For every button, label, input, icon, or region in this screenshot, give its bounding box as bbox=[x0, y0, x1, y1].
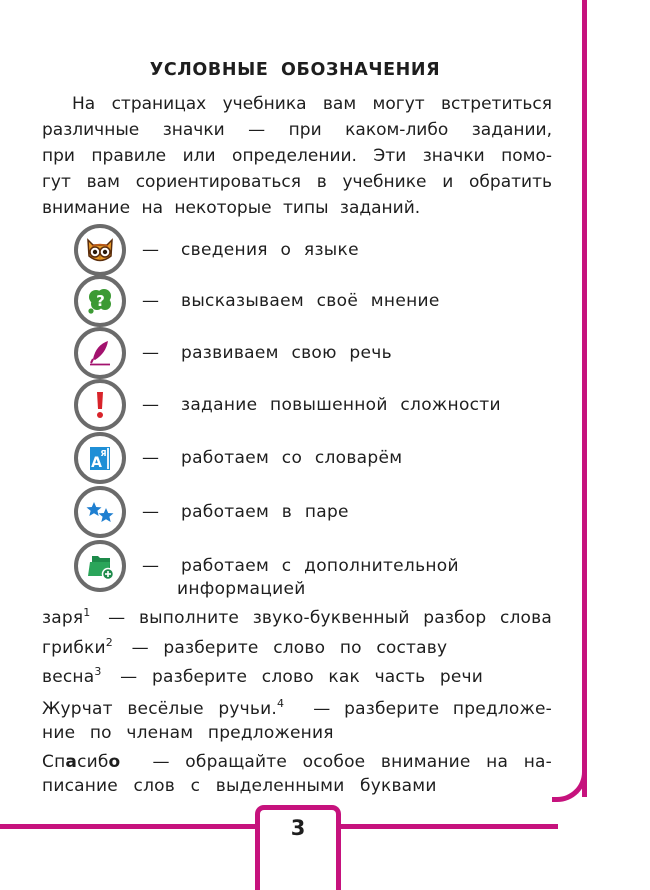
legend-text: работаем с дополнительной bbox=[181, 556, 459, 576]
legend-item-dictionary bbox=[74, 433, 402, 483]
thought-bubble-question-icon bbox=[74, 275, 126, 327]
note-text: — выполните звуко-буквенный разбор слова bbox=[108, 608, 552, 628]
legend-text: сведения о языке bbox=[181, 240, 359, 260]
highlighted-letter: о bbox=[108, 752, 121, 772]
note-part-of-speech bbox=[42, 667, 552, 687]
legend-dash: — bbox=[142, 502, 159, 522]
note-text-continued: писание слов с выделенными буквами bbox=[42, 776, 437, 796]
note-word: Журчат весёлые ручьи. bbox=[42, 699, 277, 719]
highlighted-letter: а bbox=[65, 752, 78, 772]
svg-text:Я: Я bbox=[100, 449, 107, 458]
legend-item-pair-work bbox=[74, 487, 349, 537]
legend-text: работаем со словарём bbox=[181, 448, 403, 468]
legend-text: развиваем свою речь bbox=[181, 343, 392, 363]
note-word: заря bbox=[42, 608, 84, 628]
note-superscript: 2 bbox=[105, 636, 113, 649]
intro-line: гут вам сориентироваться в учебнике и обратить bbox=[42, 172, 552, 192]
intro-line: различные значки — при каком-либо задании, bbox=[42, 120, 552, 140]
note-text-continued: ние по членам предложения bbox=[42, 723, 334, 743]
legend-item-opinion bbox=[74, 276, 440, 326]
intro-line: внимание на некоторые типы заданий. bbox=[42, 198, 421, 218]
note-text: — разберите слово как часть речи bbox=[120, 667, 484, 687]
legend-item-hard-task bbox=[74, 380, 501, 430]
note-morpheme-analysis bbox=[42, 638, 552, 658]
intro-line: при правиле или определении. Эти значки помо- bbox=[42, 146, 552, 166]
page-frame-bottom-border-right bbox=[336, 824, 558, 829]
note-superscript: 4 bbox=[276, 697, 285, 710]
note-superscript: 1 bbox=[83, 606, 91, 619]
note-sentence-analysis bbox=[42, 699, 552, 719]
legend-item-language-info bbox=[74, 225, 359, 275]
page-number: 3 bbox=[290, 816, 306, 840]
note-word: весна bbox=[42, 667, 95, 687]
note-highlighted-letters bbox=[42, 752, 552, 772]
exclamation-icon bbox=[74, 379, 126, 431]
legend-dash: — bbox=[142, 343, 159, 363]
svg-text:?: ? bbox=[96, 292, 105, 310]
folder-plus-icon bbox=[74, 540, 126, 592]
legend-text: высказываем своё мнение bbox=[181, 291, 440, 311]
note-word: грибки bbox=[42, 638, 106, 658]
page-frame-right-border bbox=[582, 0, 587, 797]
page-title: УСЛОВНЫЕ ОБОЗНАЧЕНИЯ bbox=[149, 60, 441, 80]
legend-text-continued: информацией bbox=[177, 579, 306, 599]
note-text: — обращайте особое внимание на на- bbox=[152, 752, 552, 772]
legend-dash: — bbox=[142, 448, 159, 468]
legend-item-speech bbox=[74, 328, 392, 378]
owl-icon bbox=[74, 224, 126, 276]
page-number-tab bbox=[255, 805, 341, 890]
svg-text:A: A bbox=[91, 455, 102, 471]
legend-dash: — bbox=[142, 395, 159, 415]
legend-dash: — bbox=[142, 240, 159, 260]
note-text: — разберите слово по составу bbox=[131, 638, 448, 658]
legend-text: задание повышенной сложности bbox=[181, 395, 501, 415]
intro-line: На страницах учебника вам могут встретиться bbox=[72, 94, 552, 114]
dictionary-book-icon bbox=[74, 432, 126, 484]
page-frame-bottom-border-left bbox=[0, 824, 257, 829]
legend-dash: — bbox=[142, 291, 159, 311]
legend-text: работаем в паре bbox=[181, 502, 349, 522]
note-phonetic-analysis bbox=[42, 608, 552, 628]
intro-paragraph bbox=[42, 91, 552, 221]
two-stars-icon bbox=[74, 486, 126, 538]
note-word: Спасибо bbox=[42, 752, 121, 772]
note-text: — разберите предложе- bbox=[313, 699, 552, 719]
legend-dash: — bbox=[142, 556, 159, 576]
note-superscript: 3 bbox=[94, 665, 102, 678]
quill-pen-icon bbox=[74, 327, 126, 379]
